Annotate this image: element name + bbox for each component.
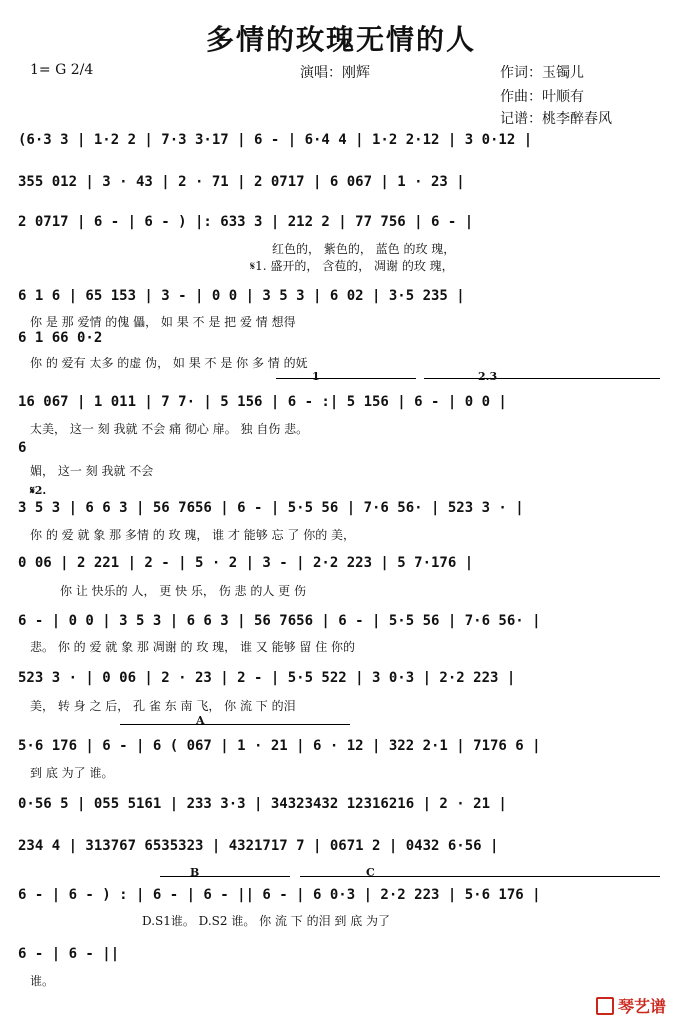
notation-row: (6·3 3 | 1·2 2 | 7·3 3·17 | 6 - | 6·4 4 | 1·2 2·12 | 3 0·12 | [18, 132, 533, 148]
lyric-row: D.S1谁。 D.S2 谁。 你 流 下 的泪 到 底 为了 [142, 914, 391, 928]
notation-row: 0·56 5 | 055 5161 | 233 3·3 | 34323432 12316216 | 2 · 21 | [18, 796, 507, 812]
song-title: 多情的玫瑰无情的人 [205, 23, 476, 56]
notation-row: 6 - | 6 - ) : | 6 - | 6 - || 6 - | 6 0·3 | 2·2 223 | 5·6 176 | [18, 887, 541, 903]
key-signature: 1= G 2/4 [30, 62, 94, 78]
section-b-label: B [190, 866, 200, 879]
lyric-row: 太美， 这一 刻 我就 不会 痛 彻心 扉。 独 自伤 悲。 [30, 422, 309, 436]
section-b-line [160, 876, 290, 877]
notation-row: 6 - | 6 - || [18, 946, 120, 962]
composer-credit: 作曲：叶顺有 [500, 89, 584, 105]
section-a-line [120, 724, 350, 725]
transcriber-credit: 记谱：桃李醉春风 [500, 111, 612, 127]
notation-row: 3 5 3 | 6 6 3 | 56 7656 | 6 - | 5·5 56 | 7·6 56· | 523 3 · | [18, 500, 524, 516]
lyric-row: 美， 转 身 之 后， 孔 雀 东 南 飞， 你 流 下 的泪 [30, 699, 296, 713]
lyric-row: 你 的 爱有 太多 的虚 伪， 如 果 不 是 你 多 情 的妩 [30, 356, 308, 370]
lyric-row: 谁。 [30, 974, 55, 988]
notation-row: 6 [18, 440, 27, 456]
lyric-row: 你 让 快乐的 人， 更 快 乐， 伤 悲 的人 更 伤 [60, 584, 306, 598]
lyric-row: 悲。 你 的 爱 就 象 那 凋谢 的 玫 瑰， 谁 又 能够 留 住 你的 [30, 640, 356, 654]
notation-row: 6 1 6 | 65 153 | 3 - | 0 0 | 3 5 3 | 6 02 | 3·5 235 | [18, 288, 465, 304]
singer-credit: 演唱：刚辉 [300, 65, 370, 81]
notation-row: 5·6 176 | 6 - | 6 ( 067 | 1 · 21 | 6 · 12 | 322 2·1 | 7176 6 | [18, 738, 541, 754]
section-a-label: A [196, 714, 205, 727]
notation-row: 0 06 | 2 221 | 2 - | 5 · 2 | 3 - | 2·2 223 | 5 7·176 | [18, 555, 474, 571]
site-logo: 琴艺谱 [596, 994, 666, 1017]
lyric-row: 媚， 这一 刻 我就 不会 [30, 464, 154, 478]
segno-2-mark: 𝄋2. [30, 484, 47, 497]
lyricist-credit: 作词：玉镯儿 [500, 65, 584, 81]
notation-row: 16 067 | 1 011 | 7 7· | 5 156 | 6 - :| 5 156 | 6 - | 0 0 | [18, 394, 507, 410]
notation-row: 523 3 · | 0 06 | 2 · 23 | 2 - | 5·5 522 | 3 0·3 | 2·2 223 | [18, 670, 516, 686]
lyric-row: 你 是 那 爱情 的傀 儡， 如 果 不 是 把 爱 情 想得 [30, 315, 296, 329]
volta-1-label: 1 [312, 370, 320, 383]
notation-row: 234 4 | 313767 6535323 | 4321717 7 | 0671 2 | 0432 6·56 | [18, 838, 499, 854]
logo-icon [596, 997, 614, 1015]
volta-1-line [276, 378, 416, 379]
notation-row: 2 0717 | 6 - | 6 - ) |: 633 3 | 212 2 | 77 756 | 6 - | [18, 214, 474, 230]
volta-23-line [424, 378, 660, 379]
notation-row: 355 012 | 3 · 43 | 2 · 71 | 2 0717 | 6 067 | 1 · 23 | [18, 174, 465, 190]
section-c-label: C [366, 866, 375, 879]
section-c-line [300, 876, 660, 877]
notation-row: 6 1 66 0·2 [18, 330, 103, 346]
volta-23-label: 2.3 [478, 370, 498, 383]
lyric-row: 红色的， 紫色的， 蓝色 的玫 瑰， [272, 242, 456, 256]
lyric-row: 到 底 为了 谁。 [30, 766, 114, 780]
lyric-row: 𝄋1. 盛开的， 含苞的， 凋谢 的玫 瑰， [250, 259, 454, 273]
notation-row: 6 - | 0 0 | 3 5 3 | 6 6 3 | 56 7656 | 6 - | 5·5 56 | 7·6 56· | [18, 613, 541, 629]
lyric-row: 你 的 爱 就 象 那 多情 的 玫 瑰， 谁 才 能够 忘 了 你的 美， [30, 528, 356, 542]
